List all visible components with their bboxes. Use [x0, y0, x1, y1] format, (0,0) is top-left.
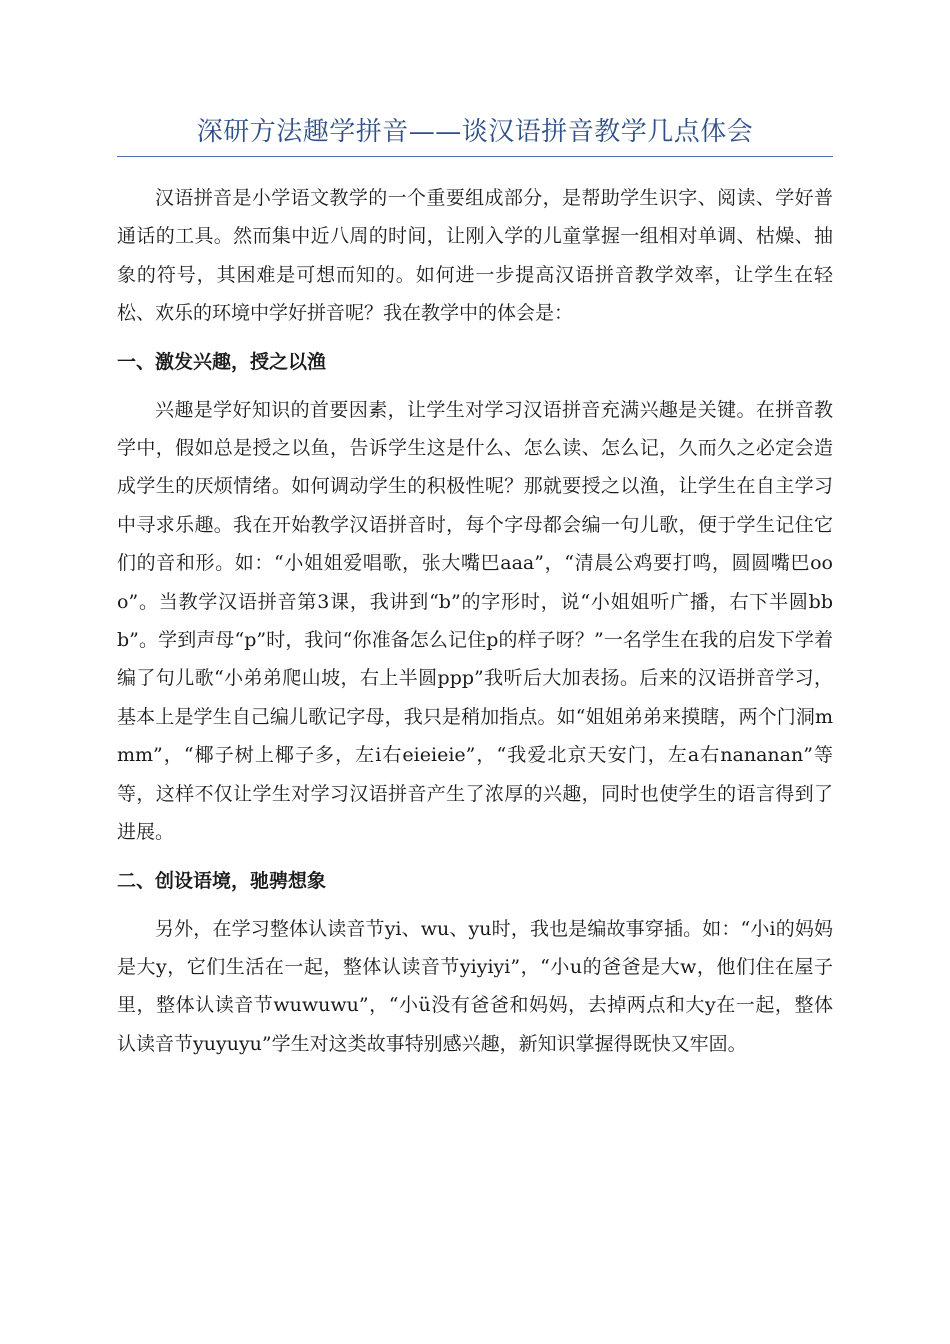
intro-paragraph: 汉语拼音是小学语文教学的一个重要组成部分，是帮助学生识字、阅读、学好普通话的工具。然而集中近八周的时间，让刚入学的儿童掌握一组相对单调、枯燥、抽象的符号，其困难是可想而知的。如何进一步提高汉语拼音教学效率，让学生在轻松、欢乐的环境中学好拼音呢？我在教学中的体会是：: [117, 187, 833, 325]
section-heading-1: 一、激发兴趣，授之以渔: [117, 350, 327, 373]
section-heading-2: 二、创设语境，驰骋想象: [117, 869, 327, 892]
document-page: [117, 112, 833, 1063]
document-title: 深研方法趣学拼音——谈汉语拼音教学几点体会: [117, 112, 833, 157]
section-body-2: 另外，在学习整体认读音节yi、wu、yu时，我也是编故事穿插。如：“小i的妈妈是大y，它们生活在一起，整体认读音节yiyiyi”，“小u的爸爸是大w，他们住在屋子里，整体认读音节wuwuwu”，“小ü没有爸爸和妈妈，去掉两点和大y在一起，整体认读音节yuyuyu”学生对这类故事特别感兴趣，新知识掌握得既快又牢固。: [117, 917, 833, 1055]
section-body-1: 兴趣是学好知识的首要因素，让学生对学习汉语拼音充满兴趣是关键。在拼音教学中，假如总是授之以鱼，告诉学生这是什么、怎么读、怎么记，久而久之必定会造成学生的厌烦情绪。如何调动学生的积极性呢？那就要授之以渔，让学生在自主学习中寻求乐趣。我在开始教学汉语拼音时，每个字母都会编一句儿歌，便于学生记住它们的音和形。如：“小姐姐爱唱歌，张大嘴巴aaa”，“清晨公鸡要打鸣，圆圆嘴巴ooo”。当教学汉语拼音第3课，我讲到“b”的字形时，说“小姐姐听广播，右下半圆bbb”。学到声母“p”时，我问“你准备怎么记住p的样子呀？”一名学生在我的启发下学着编了句儿歌“小弟弟爬山坡，右上半圆ppp”我听后大加表扬。后来的汉语拼音学习，基本上是学生自己编儿歌记字母，我只是稍加指点。如“姐姐弟弟来摸瞎，两个门洞mmm”，“椰子树上椰子多，左i右eieieie”，“我爱北京天安门，左a右nananan”等等，这样不仅让学生对学习汉语拼音产生了浓厚的兴趣，同时也使学生的语言得到了进展。: [117, 398, 833, 844]
